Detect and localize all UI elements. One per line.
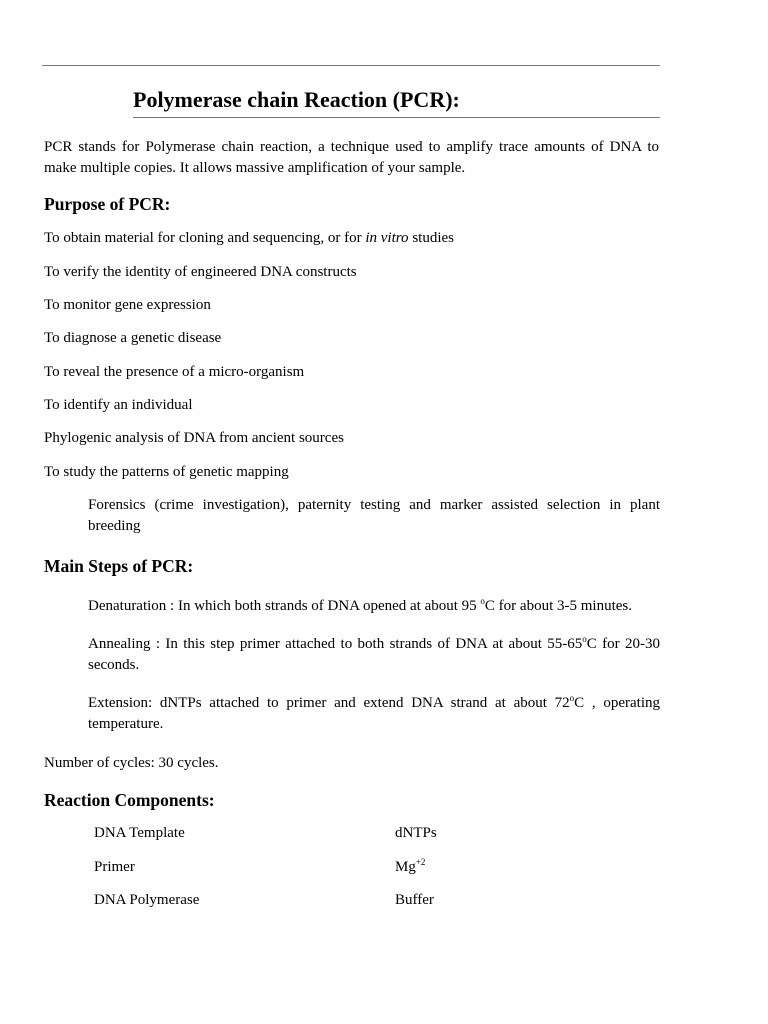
component-item: Primer [94,859,135,875]
purpose-item: To reveal the presence of a micro-organism [44,364,305,380]
header-rule [42,65,660,66]
step-extension: Extension: dNTPs attached to primer and extend DNA strand at about 72$^o$C , operating temperature. [88,693,660,732]
components-heading: Reaction Components: [44,790,215,810]
cycles-text: Number of cycles: 30 cycles. [44,755,219,771]
component-item: dNTPs [395,825,437,841]
purpose-item: To obtain material for cloning and sequencing, or for in vitro studies [44,230,454,246]
purpose-item: To verify the identity of engineered DNA constructs [44,264,357,280]
step-annealing: Annealing : In this step primer attached to both strands of DNA at about 55-65$^o$C for 20-30 seconds. [88,634,660,673]
purpose-item: To diagnose a genetic disease [44,330,222,346]
component-item: DNA Template [94,825,185,841]
component-item: Buffer [395,892,434,908]
page-title: Polymerase chain Reaction (PCR): [133,86,660,118]
component-item: DNA Polymerase [94,892,200,908]
purpose-item: Phylogenic analysis of DNA from ancient sources [44,430,344,446]
intro-paragraph: PCR stands for Polymerase chain reaction, a technique used to amplify trace amounts of DNA to make multiple copies. It allows massive amplification of your sample. [44,139,659,176]
step-denaturation: Denaturation : In which both strands of DNA opened at about 95 $^o$C for about 3-5 minutes. [88,596,632,614]
purpose-item: To monitor gene expression [44,297,211,313]
purpose-item: To identify an individual [44,397,193,413]
steps-heading: Main Steps of PCR: [44,556,194,576]
component-item: $Mg^{+2}$ [395,857,426,875]
purpose-heading: Purpose of PCR: [44,194,171,214]
purpose-item: To study the patterns of genetic mapping [44,464,289,480]
purpose-item-indented: Forensics (crime investigation), paternity testing and marker assisted selection in plant breeding [88,497,660,534]
